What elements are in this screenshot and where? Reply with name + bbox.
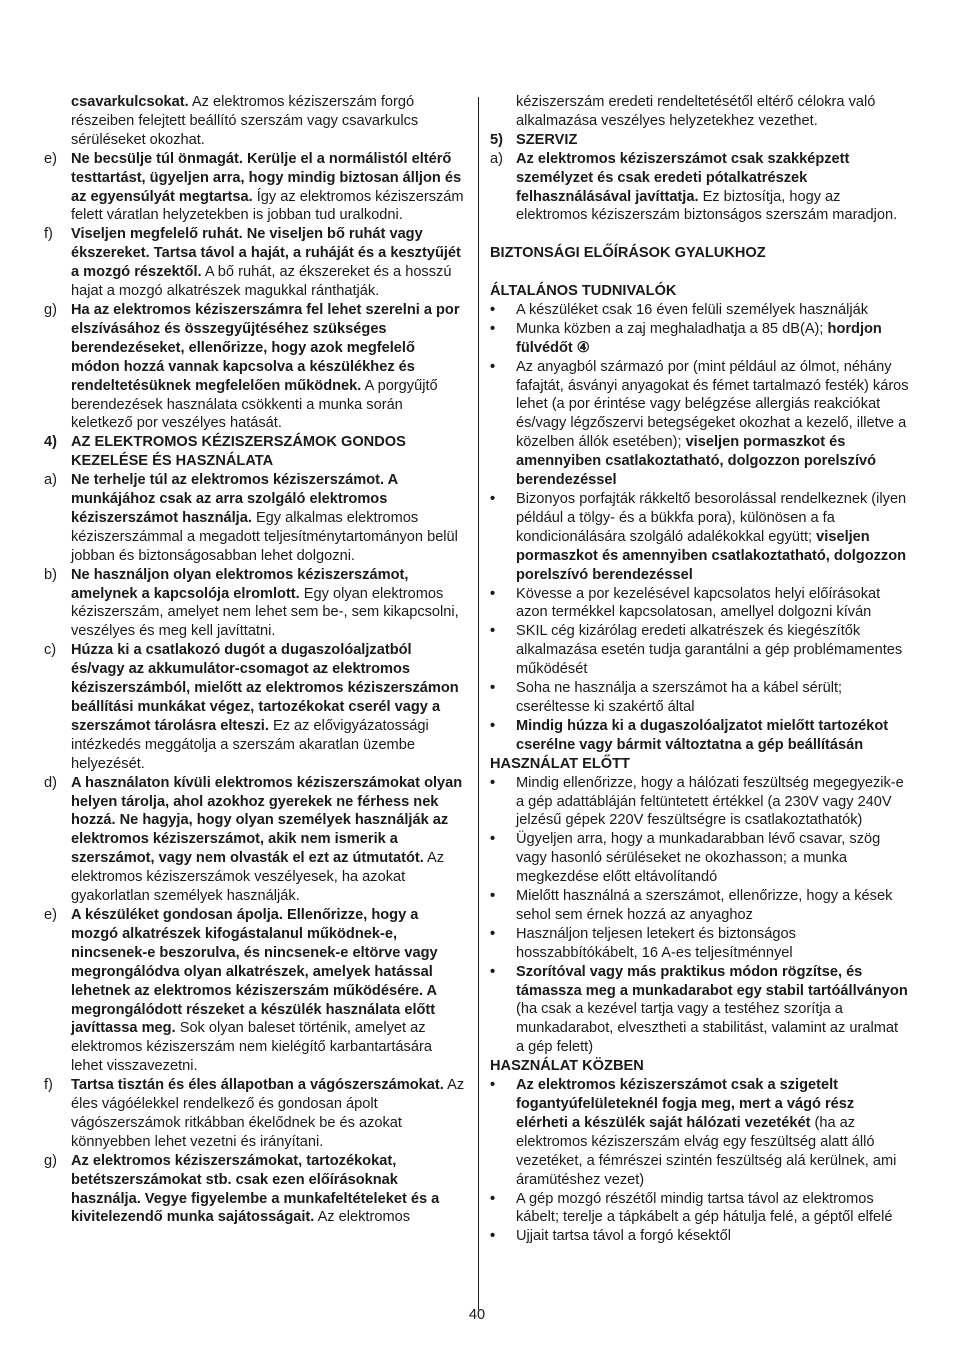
bullet-marker: •	[490, 717, 496, 734]
list-item: • Az elektromos kéziszerszámot csak a szigetelt fogantyúfelületeknél fogja meg, mert a vágó rész elérheti a készülék saját hálózati vezetékét (ha az elektromos kéziszerszám elvág egy feszültség alatt álló vezetéket, a fémrészei szintén feszültség alá kerülnek, ami áramütéshez vezet)	[490, 1077, 897, 1188]
list-item-4e: e) A készüléket gondosan ápolja. Ellenőrizze, hogy a mozgó alkatrészek kifogástalanul működnek-e, nincsenek-e beszorulva, és nincsenek-e eltörve vagy megrongálódva olyan alkatrészek, amelyek hatással lehetnek az elektromos kéziszerszám működésére. A megrongálódott részeket a készülék használata előtt javíttassa meg. Sok olyan baleset történik, amelyet az elektromos kéziszerszám nem kielégítő karbantartására lehet visszavezetni.	[44, 906, 438, 1075]
page-number: 40	[468, 1307, 486, 1323]
section-5-heading: 5) SZERVIZ	[490, 131, 578, 148]
list-item: • A gép mozgó részétől mindig tartsa távol az elektromos kábelt; terelje a tápkábelt a gép hátulja felé, a géptől elfelé	[490, 1190, 893, 1226]
list-item: • Mindig húzza ki a dugaszolóaljzatot mielőtt tartozékot cserélne vagy bármit változtatna a gép beállításán	[490, 717, 889, 753]
list-item-4b: b) Ne használjon olyan elektromos kéziszerszámot, amelynek a kapcsolója elromlott. Egy olyan elektromos kéziszerszám, amelyet nem lehet sem be-, sem kikapcsolni, veszélyes és meg kell javíttatni.	[44, 566, 459, 640]
bullet-marker: •	[490, 491, 496, 507]
list-item: • Kövesse a por kezelésével kapcsolatos helyi előírásokat azon termékkel kapcsolatosan, amellyel dolgozni kíván	[490, 585, 881, 621]
paragraph-c-continued: csavarkulcsokat. Az elektromos kéziszerszám forgó részeiben felejtett beállító szerszám vagy csavarkulcs sérüléseket okozhat.	[71, 94, 419, 148]
section-4-heading: 4) AZ ELEKTROMOS KÉZISZERSZÁMOK GONDOS KEZELÉSE ÉS HASZNÁLATA	[44, 434, 406, 470]
list-item-f: f) Viseljen megfelelő ruhát. Ne viseljen bő ruhát vagy ékszereket. Tartsa távol a haját, a ruháját és a kesztyűjét a mozgó részektől. A bő ruhát, az ékszereket és a hosszú hajat a mozgó alkatrészek magukkal ránthatják.	[44, 226, 461, 300]
during-use-title: HASZNÁLAT KÖZBEN	[490, 1058, 644, 1075]
list-item: • Soha ne használja a szerszámot ha a kábel sérült; cseréltesse ki szakértő által	[490, 680, 843, 715]
list-item: • Mindig ellenőrizze, hogy a hálózati feszültség megegyezik-e a gép adattábláján feltüntetett értékkel (a 230V vagy 240V jelzésű gépek 220V feszültségre is csatlakoztathatók)	[490, 774, 904, 829]
list-item: • Mielőtt használná a szerszámot, ellenőrizze, hogy a kések sehol sem érnek hozzá az anyaghoz	[490, 888, 893, 923]
list-item-4d: d) A használaton kívüli elektromos kéziszerszámokat olyan helyen tárolja, ahol azokhoz gyerekek ne férhess nek hozzá. Ne hagyja, hogy olyan személyek használják az elektromos kéziszerszámot, akik nem ismerik a szerszámot, vagy nem olvasták el ezt az útmutatót. Az elektromos kéziszerszámok veszélyesek, ha azokat gyakorlatlan személyek használják.	[44, 774, 463, 905]
list-item-e: e) Ne becsülje túl önmagát. Kerülje el a normálistól eltérő testtartást, ügyeljen arra, hogy mindig biztosan álljon és az egyensúlyát megtartsa. Így az elektromos kéziszerszám felett váratlan helyzetekben is jobban tud uralkodni.	[44, 150, 464, 224]
bullet-marker: •	[490, 320, 496, 337]
bullet-marker: •	[490, 774, 496, 791]
list-item: • A készüléket csak 16 éven felüli személyek használják	[490, 301, 869, 318]
list-item-4f: f) Tartsa tisztán és éles állapotban a vágószerszámokat. Az éles vágóélekkel rendelkező és gondosan ápolt vágószerszámok ritkábban ékelődnek be és azokat könnyebben lehet vezetni és irányítani.	[44, 1077, 465, 1150]
list-item: • Ügyeljen arra, hogy a munkadarabban lévő csavar, szög vagy hasonló sérüléseket ne okozhasson; a munka megkezdése előtt eltávolítandó	[490, 831, 881, 886]
before-use-list	[490, 774, 910, 1058]
list-item-4g: g) Az elektromos kéziszerszámokat, tartozékokat, betétszerszámokat stb. csak ezen előírásoknak használja. Vegye figyelembe a munkafeltételeket és a kivitelezendő munka sajátosságait. Az elektromos	[44, 1152, 440, 1226]
general-list	[490, 301, 910, 755]
paragraph-g-continued: kéziszerszám eredeti rendeltetésétől eltérő célokra való alkalmazása veszélyes helyzetekhez vezethet.	[516, 94, 876, 129]
bullet-marker: •	[490, 963, 496, 980]
list-item: • Bizonyos porfajták rákkeltő besorolással rendelkeznek (ilyen például a tölgy- és a bükkfa pora), különösen a fa kondicionálására szolgáló adalékokkal együtt; viseljen pormaszkot és amennyiben csatlakoztatható, dolgozzon porelszívó berendezéssel	[490, 491, 907, 583]
list-item: • Használjon teljesen letekert és biztonságos hosszabbítókábelt, 16 A-es teljesítménnyel	[490, 925, 796, 961]
bullet-marker: •	[490, 680, 496, 697]
before-use-title: HASZNÁLAT ELŐTT	[490, 755, 630, 772]
general-title: ÁLTALÁNOS TUDNIVALÓK	[490, 283, 677, 300]
bullet-marker: •	[490, 301, 496, 318]
list-item: • Ujjait tartsa távol a forgó késektől	[490, 1228, 731, 1245]
during-use-list	[490, 1076, 910, 1246]
column-divider	[478, 97, 479, 1310]
list-item: • SKIL cég kizárólag eredeti alkatrészek és kiegészítők alkalmazása esetén tudja garantálni a gép problémamentes működését	[490, 623, 903, 678]
list-item-g: g) Ha az elektromos kéziszerszámra fel lehet szerelni a por elszívásához és összegyűjtéséhez szükséges berendezéseket, ellenőrizze, hogy azok megfelelő módon hozzá vannak kapcsolva a készülékhez és rendeltetésüknek megfelelően működnek. A porgyűjtő berendezések használata csökkenti a munka során keletkező por veszélyes hatását.	[44, 301, 460, 432]
bullet-marker: •	[490, 1190, 496, 1207]
bullet-marker: •	[490, 1228, 496, 1245]
list-item-4c: c) Húzza ki a csatlakozó dugót a dugaszolóaljzatból és/vagy az akkumulátor-csomagot az elektromos kéziszerszámból, mielőtt az elektromos kéziszerszámon beállítási munkákat végez, tartozékokat cserél vagy a szerszámot tárolásra elteszi. Ez az elővigyázatossági intézkedés meggátolja a szerszám akaratlan üzembe helyezését.	[44, 642, 459, 772]
bullet-marker: •	[490, 585, 496, 602]
bullet-marker: •	[490, 358, 496, 375]
list-item: • Szorítóval vagy más praktikus módon rögzítse, és támassza meg a munkadarabot egy stabil tartóállványon (ha csak a kezével tartja vagy a testéhez szorítja a munkadarabot, elvesztheti a stabilitást, valamint az uralmat a gép felett)	[490, 963, 908, 1056]
safety-title: BIZTONSÁGI ELŐÍRÁSOK GYALUKHOZ	[490, 245, 766, 262]
bullet-marker: •	[490, 888, 496, 905]
bullet-marker: •	[490, 925, 496, 942]
right-column	[490, 93, 910, 1246]
list-item-5a: a) Az elektromos kéziszerszámot csak szakképzett személyzet és csak eredeti pótalkatrészek felhasználásával javíttatja. Ez biztosítja, hogy az elektromos kéziszerszám biztonságos szerszám maradjon.	[490, 150, 898, 224]
left-column	[44, 93, 465, 1227]
bullet-marker: •	[490, 831, 496, 848]
bullet-marker: •	[490, 1077, 496, 1094]
bullet-marker: •	[490, 623, 496, 640]
list-item: • Az anyagból származó por (mint például az ólmot, néhány fafajtát, ásványi anyagokat és fémet tartalmazó festék) káros lehet (a por érintése vagy belégzése allergiás reakciókat és/vagy légzőszervi betegségeket okozhat a kezelő, illetve a közelben állók esetében); viseljen pormaszkot és amennyiben csatlakoztatható, dolgozzon porelszívó berendezéssel	[490, 358, 909, 489]
list-item: • Munka közben a zaj meghaladhatja a 85 dB(A); hordjon fülvédőt ④	[490, 320, 882, 356]
list-item-4a: a) Ne terhelje túl az elektromos kéziszerszámot. A munkájához csak az arra szolgáló elektromos kéziszerszámot használja. Egy alkalmas elektromos kéziszerszámmal a megadott teljesítménytartományon belül jobban és biztonságosabban lehet dolgozni.	[44, 472, 458, 564]
